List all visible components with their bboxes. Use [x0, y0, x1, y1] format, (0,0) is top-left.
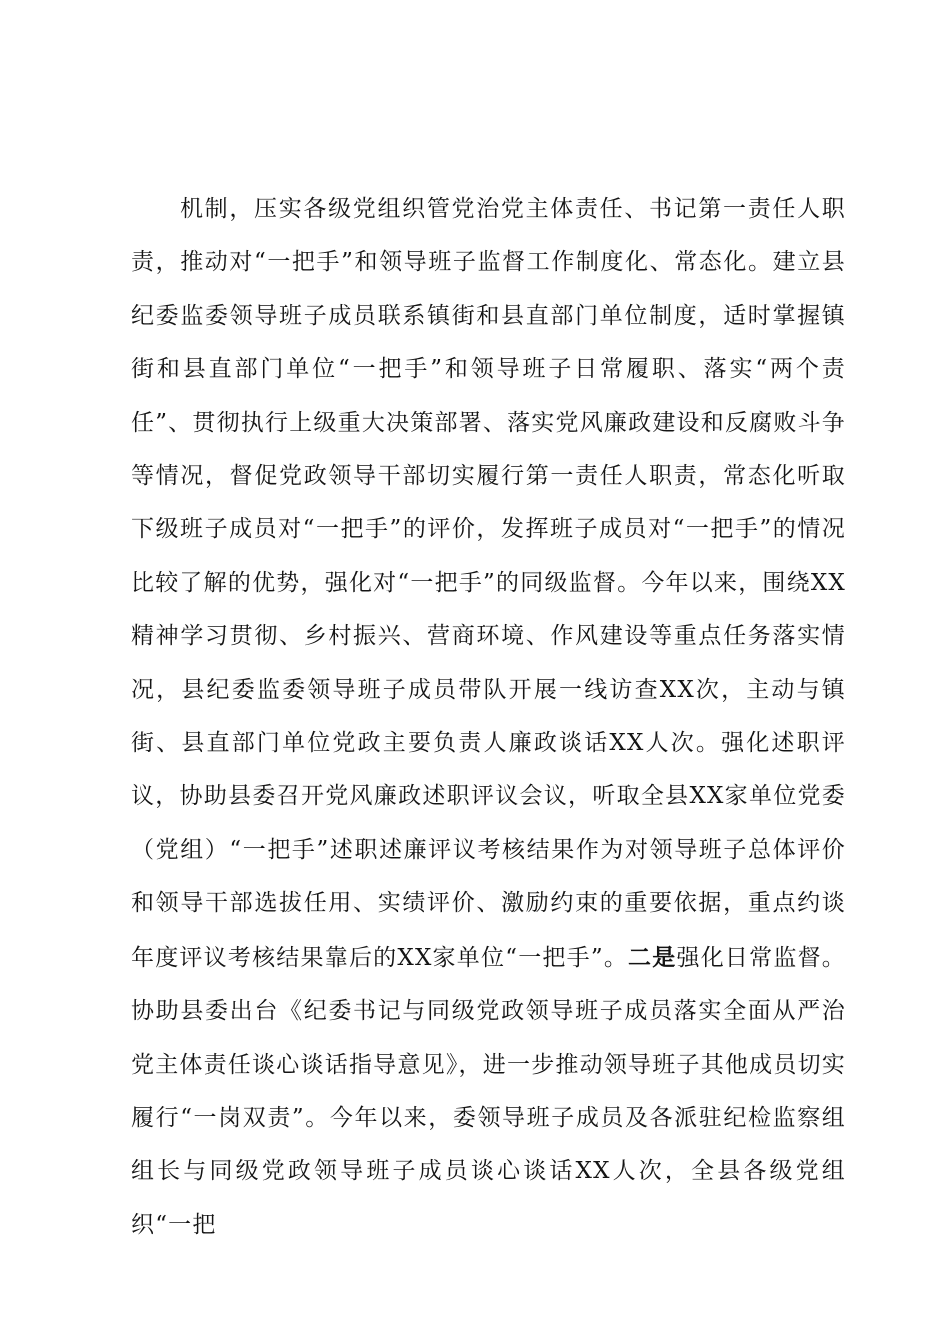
bold-ordinal-phrase: 二是: [628, 943, 677, 971]
body-paragraph: [131, 183, 846, 1252]
paragraph-text-part2: 强化日常监督。协助县委出台《纪委书记与同级党政领导班子成员落实全面从严治党主体责任谈心谈话指导意见》，进一步推动领导班子其他成员切实履行“一岗双责”。今年以来，委领导班子成员及各派驻纪检监察组组长与同级党政领导班子成员谈心谈话XX人次，全县各级党组织“一把: [131, 944, 846, 1238]
paragraph-text-part1: 机制，压实各级党组织管党治党主体责任、书记第一责任人职责，推动对“一把手”和领导班子监督工作制度化、常态化。建立县纪委监委领导班子成员联系镇街和县直部门单位制度，适时掌握镇街和县直部门单位“一把手”和领导班子日常履职、落实“两个责任”、贯彻执行上级重大决策部署、落实党风廉政建设和反腐败斗争等情况，督促党政领导干部切实履行第一责任人职责，常态化听取下级班子成员对“一把手”的评价，发挥班子成员对“一把手”的情况比较了解的优势，强化对“一把手”的同级监督。今年以来，围绕XX精神学习贯彻、乡村振兴、营商环境、作风建设等重点任务落实情况，县纪委监委领导班子成员带队开展一线访查XX次，主动与镇街、县直部门单位党政主要负责人廉政谈话XX人次。强化述职评议，协助县委召开党风廉政述职评议会议，听取全县XX家单位党委（党组）“一把手”述职述廉评议考核结果作为对领导班子总体评价和领导干部选拔任用、实绩评价、激励约束的重要依据，重点约谈年度评议考核结果靠后的XX家单位“一把手”。: [131, 196, 846, 971]
